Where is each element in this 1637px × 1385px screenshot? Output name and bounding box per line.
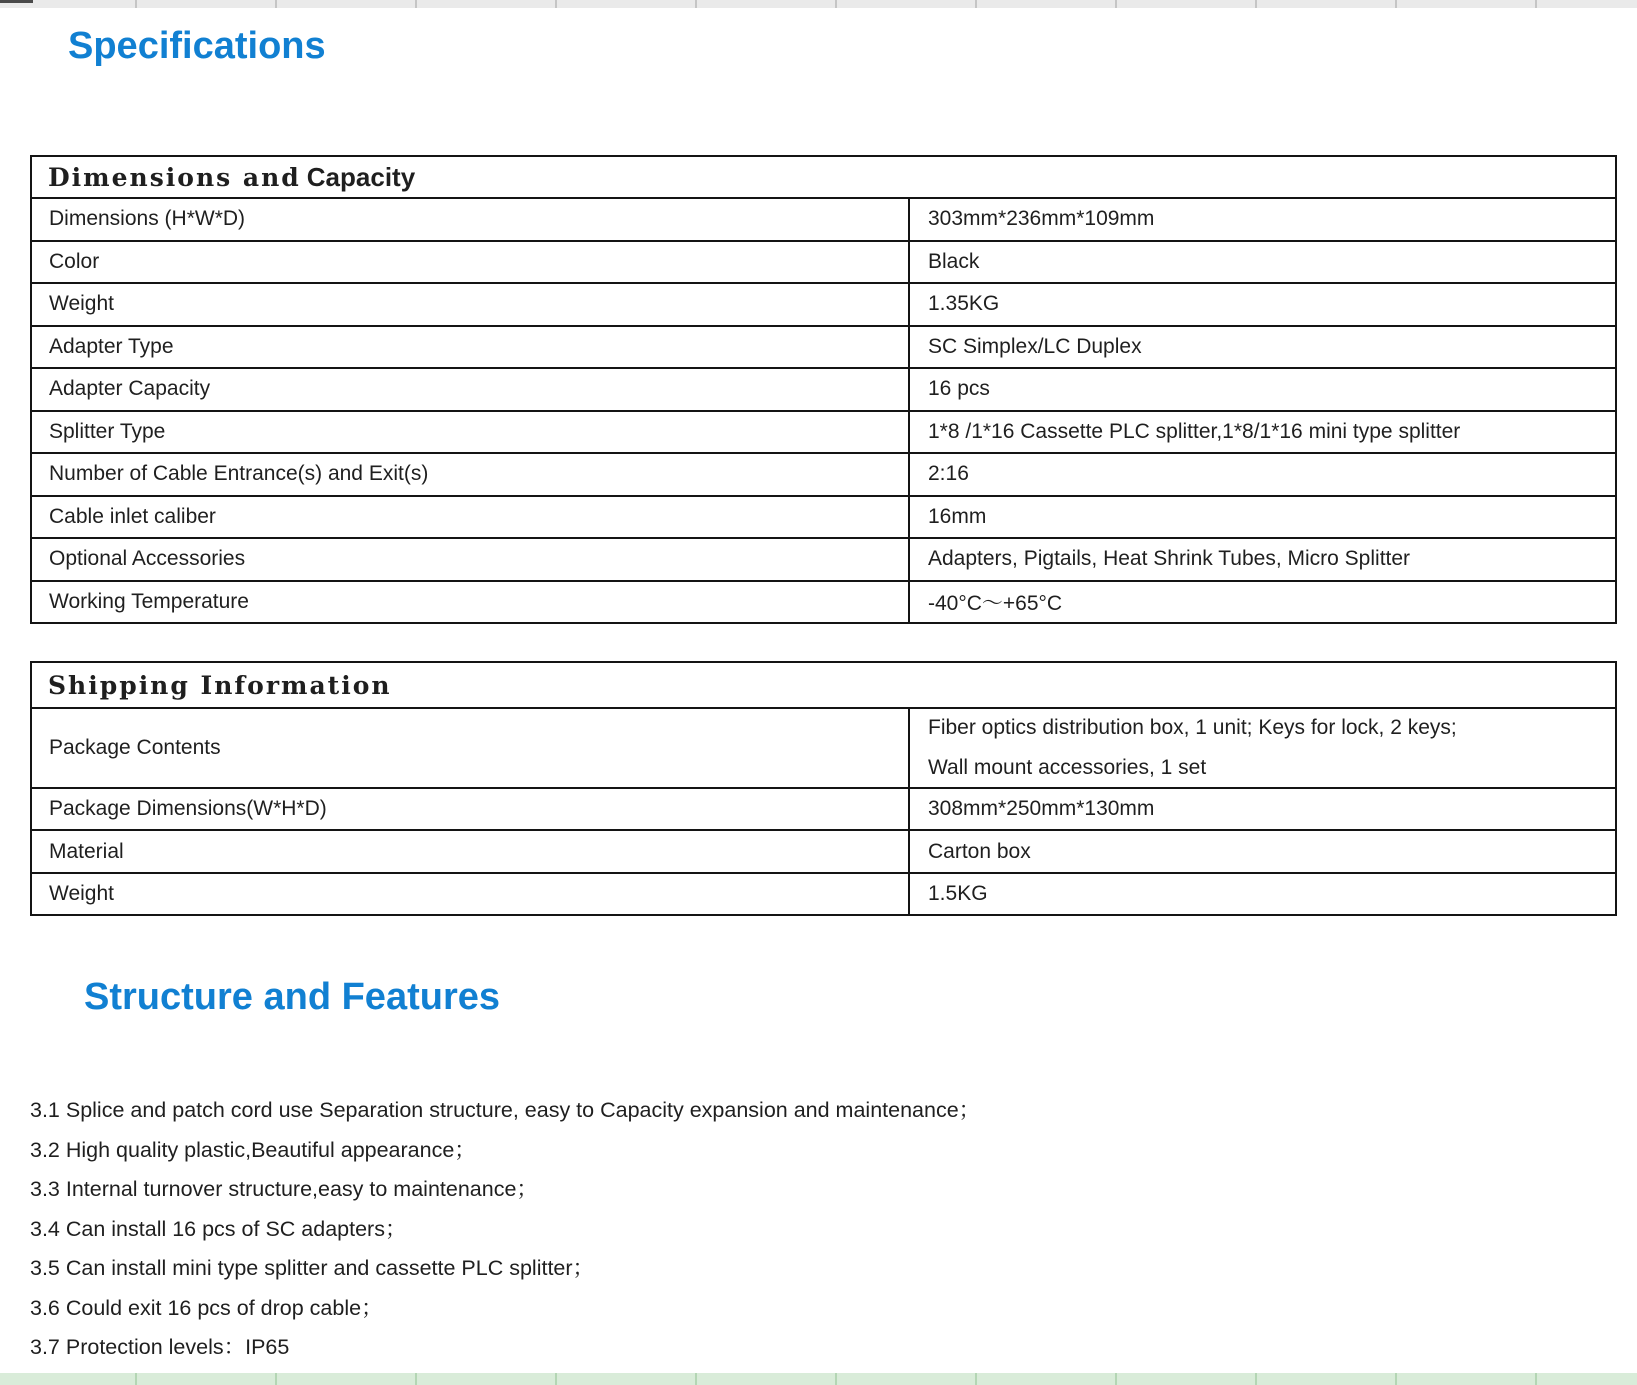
- row-value-line-1: Fiber optics distribution box, 1 unit; Keys for lock, 2 keys;: [928, 716, 1457, 739]
- row-label: Adapter Type: [49, 334, 174, 358]
- row-value: 1.35KG: [908, 284, 1615, 325]
- table-row: [32, 325, 1615, 368]
- row-label: Adapter Capacity: [49, 377, 211, 401]
- row-label: Dimensions (H*W*D): [49, 207, 246, 231]
- spreadsheet-top-strip: [0, 0, 1637, 8]
- table-row: [32, 282, 1615, 325]
- row-value: SC Simplex/LC Duplex: [908, 327, 1615, 368]
- row-label: Package Dimensions(W*H*D): [49, 797, 327, 821]
- page-title-specifications: Specifications: [68, 25, 326, 67]
- row-label: Splitter Type: [49, 419, 166, 443]
- row-value: Black: [908, 242, 1615, 283]
- feature-item-3-5: 3.5 Can install mini type splitter and cassette PLC splitter；: [30, 1256, 595, 1280]
- table-header-bold-text: Capacity: [306, 161, 416, 192]
- table-row: [32, 707, 1615, 787]
- row-value: 2:16: [908, 454, 1615, 495]
- table-row: [32, 872, 1615, 914]
- row-label: Weight: [49, 292, 114, 316]
- row-value: Adapters, Pigtails, Heat Shrink Tubes, Micro Splitter: [908, 539, 1615, 580]
- table-row: [32, 197, 1615, 240]
- feature-item-3-4: 3.4 Can install 16 pcs of SC adapters；: [30, 1216, 407, 1241]
- spreadsheet-top-corner-mark: [0, 0, 33, 3]
- row-label: Weight: [49, 881, 114, 905]
- feature-item-3-6: 3.6 Could exit 16 pcs of drop cable；: [30, 1295, 383, 1320]
- shipping-information-table: [30, 661, 1617, 916]
- row-label: Package Contents: [49, 736, 221, 759]
- feature-item-3-2: 3.2 High quality plastic,Beautiful appearance；: [30, 1137, 476, 1162]
- row-value: 308mm*250mm*130mm: [908, 789, 1615, 829]
- table-row: [32, 495, 1615, 538]
- row-label: Cable inlet caliber: [49, 504, 216, 528]
- row-label: Number of Cable Entrance(s) and Exit(s): [49, 462, 429, 486]
- table-row: [32, 367, 1615, 410]
- row-value: 1.5KG: [908, 874, 1615, 914]
- row-value: 1*8 /1*16 Cassette PLC splitter,1*8/1*16 mini type splitter: [908, 412, 1615, 453]
- shipping-table-header: Shipping Information: [48, 670, 392, 700]
- row-value: Carton box: [908, 831, 1615, 871]
- dimensions-capacity-table: [30, 155, 1617, 624]
- feature-item-3-3: 3.3 Internal turnover structure,easy to maintenance；: [30, 1177, 538, 1201]
- row-value: 16mm: [908, 497, 1615, 538]
- table-header-serif-text: Dimensions and: [48, 162, 301, 192]
- table-row: [32, 829, 1615, 871]
- row-label: Material: [49, 839, 124, 863]
- table-row: [32, 580, 1615, 623]
- spreadsheet-bottom-strip: [0, 1373, 1637, 1385]
- row-label: Color: [49, 249, 100, 273]
- table-row: [32, 452, 1615, 495]
- feature-item-3-1: 3.1 Splice and patch cord use Separation structure, easy to Capacity expansion and maintenance；: [30, 1098, 981, 1122]
- feature-item-3-7: 3.7 Protection levels：IP65: [30, 1335, 290, 1359]
- table-row: [32, 240, 1615, 283]
- features-list: [30, 1091, 1530, 1368]
- table-row: [32, 410, 1615, 453]
- row-value: -40°C～+65°C: [908, 582, 1615, 623]
- section-title-structure-features: Structure and Features: [84, 976, 500, 1018]
- row-value: [908, 709, 1615, 787]
- table-row: [32, 787, 1615, 829]
- table-row: [32, 537, 1615, 580]
- row-label: Working Temperature: [49, 589, 249, 613]
- row-label: Optional Accessories: [49, 547, 246, 571]
- row-value: 303mm*236mm*109mm: [908, 199, 1615, 240]
- row-value: 16 pcs: [908, 369, 1615, 410]
- dimensions-capacity-table-header: [32, 157, 1615, 197]
- row-value-line-2: Wall mount accessories, 1 set: [928, 756, 1207, 779]
